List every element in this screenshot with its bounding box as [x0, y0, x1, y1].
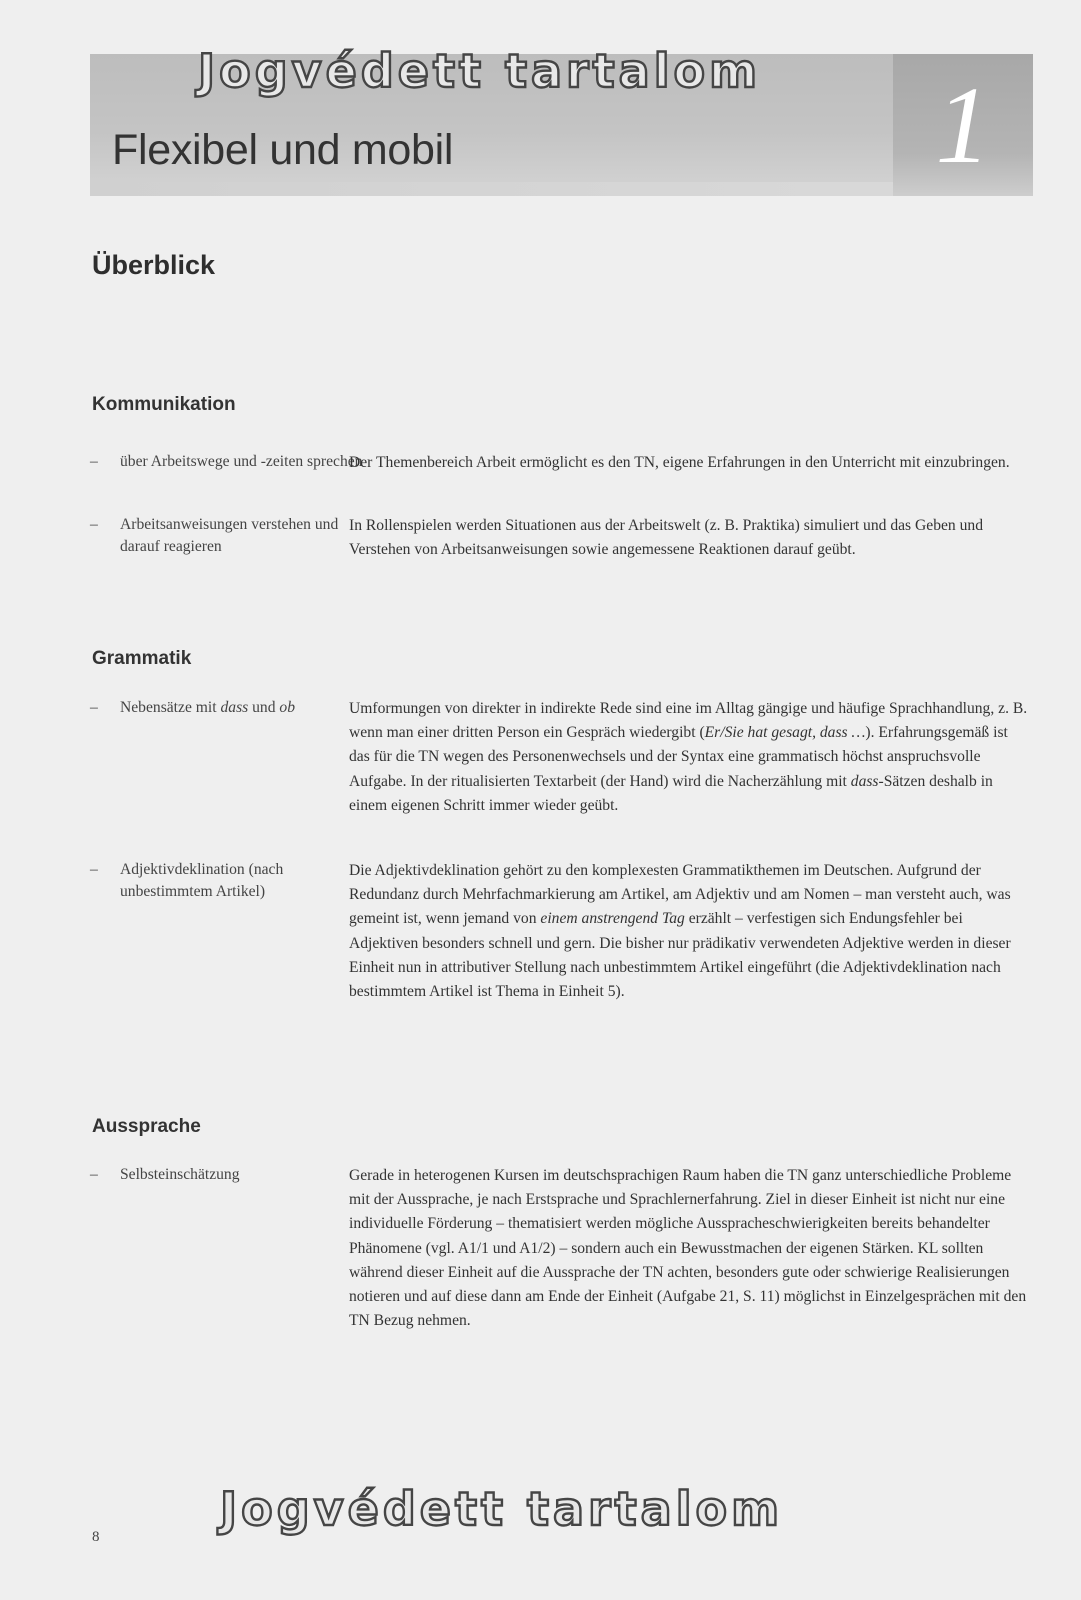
dash: –	[90, 453, 98, 470]
overview-heading: Überblick	[92, 250, 216, 280]
topic-cell	[90, 697, 370, 719]
chapter-title: Flexibel und mobil	[112, 126, 454, 174]
grammatik-heading: Grammatik	[92, 648, 192, 669]
topic-cell	[90, 859, 370, 903]
topic-text: Arbeitsanweisungen verstehen und darauf reagieren	[120, 516, 339, 555]
description-text: Die Adjektivdeklination gehört zu den komplexesten Grammatikthemen im Deutschen. Aufgrund der Redundanz durch Mehrfachmarkierung am Artikel, am Adjektiv und am Nomen – man versteht auch, was gemeint ist, wenn jemand von einem anstrengend Tag erzählt – verfestigen sich Endungsfehler bei Adjektiven besonders schnell und gern. Die bisher nur prädikativ verwendeten Adjektive werden in dieser Einheit nun in attributiver Stellung nach unbestimmtem Artikel eingeführt (die Adjektivdeklination nach bestimmtem Artikel ist Thema in Einheit 5).	[349, 862, 1011, 1001]
watermark-top: Jogvédett tartalom	[198, 44, 761, 98]
chapter-number-box	[893, 54, 1033, 196]
dash: –	[90, 1166, 98, 1183]
description-text: Gerade in heterogenen Kursen im deutschsprachigen Raum haben die TN ganz unterschiedliche Probleme mit der Aussprache, je nach Erstsprache und Sprachlernerfahrung. Ziel in dieser Einheit ist nicht nur eine individuelle Förderung – thematisiert werden mögliche Ausspracheschwierigkeiten bereits behandelter Phänomene (vgl. A1/1 und A1/2) – sondern auch ein Bewusstmachen der eigenen Stärken. KL sollten während dieser Einheit auf die Aussprache der TN achten, besonders gute oder schwierige Realisierungen notieren und auf diese dann am Ende der Einheit (Aufgabe 21, S. 11) möglichst in Einzelgesprächen mit den TN Bezug nehmen.	[349, 1167, 1027, 1330]
aussprache-heading: Aussprache	[92, 1116, 201, 1137]
banner-strip	[90, 182, 1033, 196]
kommunikation-heading: Kommunikation	[92, 394, 236, 415]
description-text: In Rollenspielen werden Situationen aus der Arbeitswelt (z. B. Praktika) simuliert und das Geben und Verstehen von Arbeitsanweisungen sowie angemessene Reaktionen darauf geübt.	[349, 517, 984, 559]
topic-text: über Arbeitswege und -zeiten sprechen	[120, 453, 363, 470]
topic-text: Nebensätze mit dass und ob	[120, 699, 295, 716]
topic-cell	[90, 451, 370, 473]
dash: –	[90, 699, 98, 716]
description-text: Umformungen von direkter in indirekte Rede sind eine im Alltag gängige und häufige Sprachhandlung, z. B. wenn man einer dritten Person ein Gespräch wiedergibt (Er/Sie hat gesagt, dass …). Erfahrungsgemäß ist das für die TN wegen des Personenwechsels und der Syntax eine grammatisch höchst anspruchsvolle Aufgabe. In der ritualisierten Textarbeit (der Hand) wird die Nacherzählung mit dass-Sätzen deshalb in einem eigenen Schritt immer wieder geübt.	[349, 700, 1028, 814]
topic-cell	[90, 1164, 370, 1186]
watermark-bottom: Jogvédett tartalom	[220, 1482, 783, 1536]
page-number: 8	[92, 1529, 100, 1545]
chapter-number: 1	[935, 64, 991, 186]
description-text: Der Themenbereich Arbeit ermöglicht es den TN, eigene Erfahrungen in den Unterricht mit einzubringen.	[349, 454, 1010, 471]
topic-text: Selbsteinschätzung	[120, 1166, 240, 1183]
dash: –	[90, 516, 98, 533]
dash: –	[90, 861, 98, 878]
topic-text: Adjektivdeklination (nach unbestimmtem Artikel)	[120, 861, 284, 900]
topic-cell	[90, 514, 370, 558]
